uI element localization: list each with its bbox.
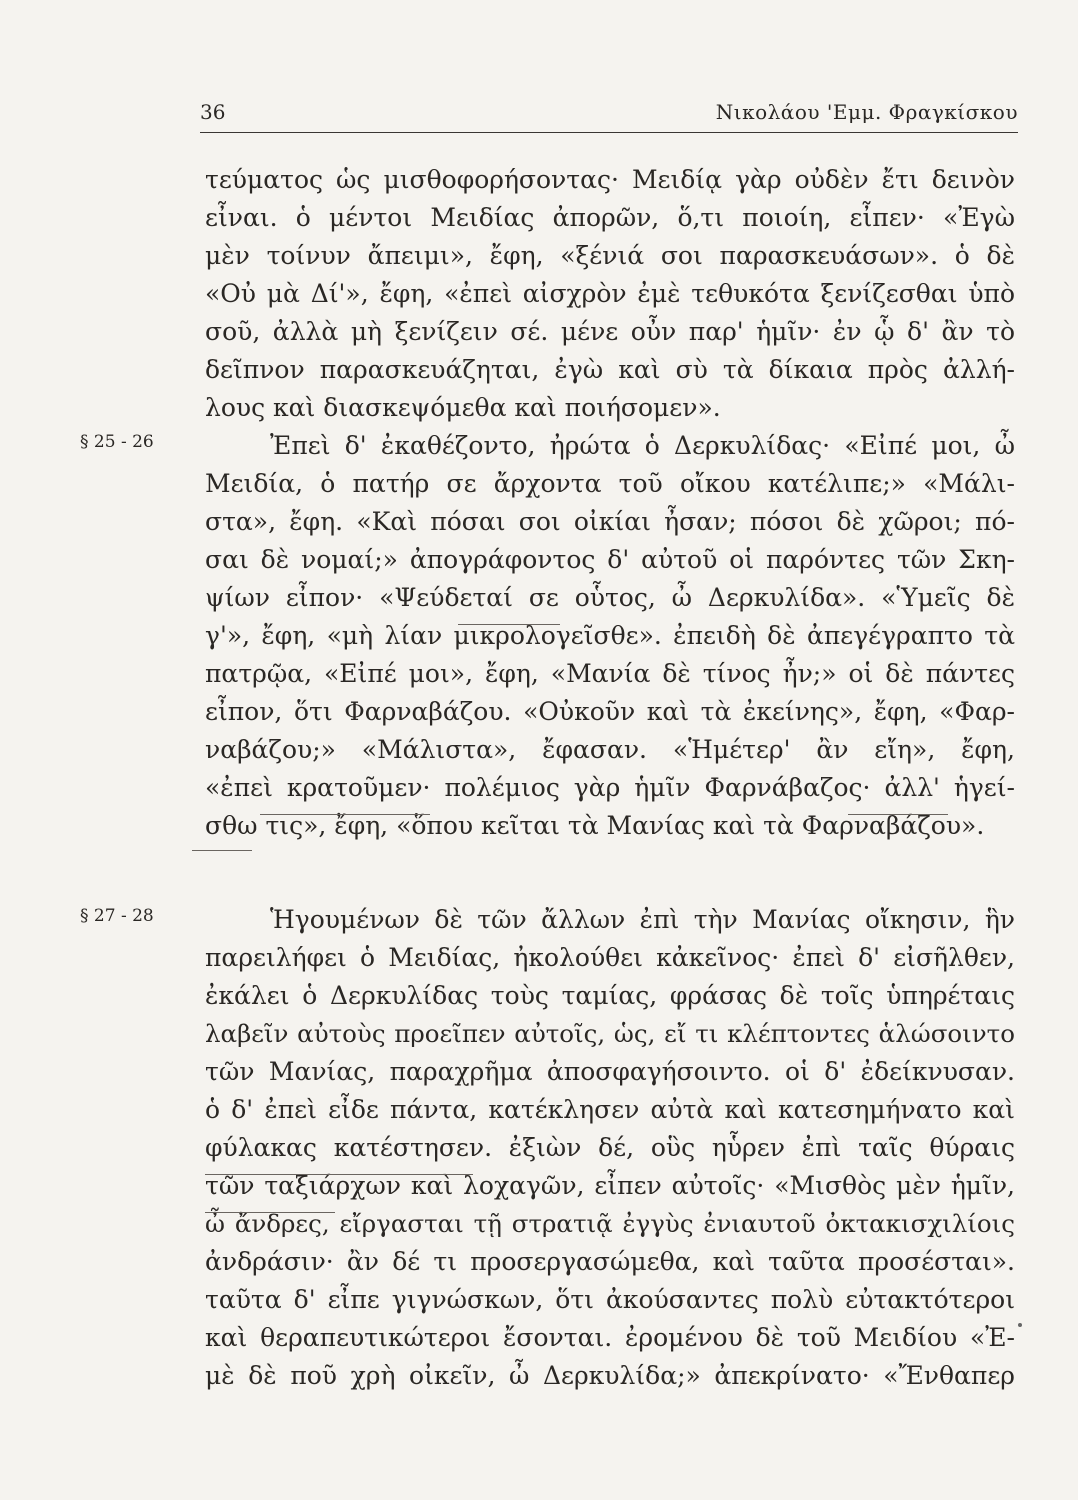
text-line: τῶν Μανίας, παραχρῆμα ἀποσφαγήσοιντο. οἱ δ' ἐδείκνυσαν.	[205, 1057, 1015, 1086]
text-line: εἶπον, ὅτι Φαρναβάζου. «Οὐκοῦν καὶ τὰ ἐκείνης», ἔφη, «Φαρ-	[205, 697, 1015, 726]
text-line: Μειδία, ὁ πατήρ σε ἄρχοντα τοῦ οἴκου κατέλιπε;» «Μάλι-	[205, 469, 1015, 498]
text-line: ἐκάλει ὁ Δερκυλίδας τοὺς ταμίας, φράσας δὲ τοῖς ὑπηρέταις	[205, 981, 1015, 1010]
margin-reference: § 27 - 28	[80, 906, 154, 926]
pencil-underline	[260, 814, 430, 815]
text-line: τεύματος ὡς μισθοφορήσοντας· Μειδίᾳ γὰρ οὐδὲν ἔτι δεινὸν	[205, 165, 1015, 194]
running-title: Νικολάου 'Εμμ. Φραγκίσκου	[715, 100, 1018, 124]
text-line: σοῦ, ἀλλὰ μὴ ξενίζειν σέ. μένε οὖν παρ' ἡμῖν· ἐν ᾧ δ' ἂν τὸ	[205, 317, 1015, 346]
text-line: ἀνδράσιν· ἂν δέ τι προσεργασώμεθα, καὶ ταῦτα προσέσται».	[205, 1247, 1015, 1276]
text-line: ὦ ἄνδρες, εἴργασται τῇ στρατιᾷ ἐγγὺς ἐνιαυτοῦ ὀκτακισχιλίοις	[205, 1209, 1015, 1238]
text-line: δεῖπνον παρασκευάζηται, ἐγὼ καὶ σὺ τὰ δίκαια πρὸς ἀλλή-	[205, 355, 1015, 384]
pencil-underline	[848, 814, 948, 815]
text-line: ταῦτα δ' εἶπε γιγνώσκων, ὅτι ἀκούσαντες πολὺ εὐτακτότεροι	[205, 1285, 1015, 1314]
text-line: στα», ἔφη. «Καὶ πόσαι σοι οἰκίαι ἦσαν; πόσοι δὲ χῶροι; πό-	[205, 507, 1015, 536]
pencil-mark	[1018, 1323, 1022, 1327]
text-line: γ'», ἔφη, «μὴ λίαν μικρολογεῖσθε». ἐπειδὴ δὲ ἀπεγέγραπτο τὰ	[205, 621, 1015, 650]
text-line: τῶν ταξιάρχων καὶ λοχαγῶν, εἶπεν αὐτοῖς· «Μισθὸς μὲν ἡμῖν,	[205, 1171, 1015, 1200]
pencil-underline	[458, 624, 560, 625]
text-line: «ἐπεὶ κρατοῦμεν· πολέμιος γὰρ ἡμῖν Φαρνάβαζος· ἀλλ' ἡγεί-	[205, 773, 1015, 802]
text-line: ναβάζου;» «Μάλιστα», ἔφασαν. «Ἡμέτερ' ἂν εἴη», ἔφη,	[205, 735, 1015, 764]
text-line: Ἡγουμένων δὲ τῶν ἄλλων ἐπὶ τὴν Μανίας οἴκησιν, ἣν	[270, 905, 1015, 934]
margin-reference: § 25 - 26	[80, 432, 154, 452]
text-line: σθω τις», ἔφη, «ὅπου κεῖται τὰ Μανίας καὶ τὰ Φαρναβάζου».	[205, 811, 985, 840]
page-header	[200, 96, 1018, 133]
text-line: Ἐπεὶ δ' ἐκαθέζοντο, ἠρώτα ὁ Δερκυλίδας· «Εἰπέ μοι, ὦ	[270, 431, 1015, 460]
text-line: παρειλήφει ὁ Μειδίας, ἠκολούθει κἀκεῖνος· ἐπεὶ δ' εἰσῆλθεν,	[205, 943, 1015, 972]
text-line: φύλακας κατέστησεν. ἐξιὼν δέ, οὓς ηὗρεν ἐπὶ ταῖς θύραις	[205, 1133, 1015, 1162]
text-line: πατρῷα, «Εἰπέ μοι», ἔφη, «Μανία δὲ τίνος ἦν;» οἱ δὲ πάντες	[205, 659, 1015, 688]
text-line: εἶναι. ὁ μέντοι Μειδίας ἀπορῶν, ὅ,τι ποιοίη, εἶπεν· «Ἐγὼ	[205, 203, 1015, 232]
pencil-underline	[205, 1212, 335, 1213]
text-line: μὲν τοίνυν ἄπειμι», ἔφη, «ξένιά σοι παρασκευάσων». ὁ δὲ	[205, 241, 1015, 270]
text-line: μὲ δὲ ποῦ χρὴ οἰκεῖν, ὦ Δερκυλίδα;» ἀπεκρίνατο· «Ἔνθαπερ	[205, 1361, 1015, 1390]
text-line: σαι δὲ νομαί;» ἀπογράφοντος δ' αὐτοῦ οἱ παρόντες τῶν Σκη-	[205, 545, 1015, 574]
text-line: λαβεῖν αὐτοὺς προεῖπεν αὐτοῖς, ὡς, εἴ τι κλέπτοντες ἁλώσοιντο	[205, 1019, 1015, 1048]
text-line: λους καὶ διασκεψόμεθα καὶ ποιήσομεν».	[205, 393, 721, 422]
text-line: ψίων εἶπον· «Ψεύδεταί σε οὗτος, ὦ Δερκυλίδα». «Ὑμεῖς δὲ	[205, 583, 1015, 612]
text-line: «Οὐ μὰ Δί'», ἔφη, «ἐπεὶ αἰσχρὸν ἐμὲ τεθυκότα ξενίζεσθαι ὑπὸ	[205, 279, 1015, 308]
pencil-underline	[205, 1174, 473, 1175]
page-number: 36	[200, 100, 226, 124]
text-line: καὶ θεραπευτικώτεροι ἔσονται. ἐρομένου δὲ τοῦ Μειδίου «Ἐ-	[205, 1323, 1015, 1352]
text-line: ὁ δ' ἐπεὶ εἶδε πάντα, κατέκλησεν αὐτὰ καὶ κατεσημήνατο καὶ	[205, 1095, 1015, 1124]
pencil-underline	[192, 850, 252, 851]
